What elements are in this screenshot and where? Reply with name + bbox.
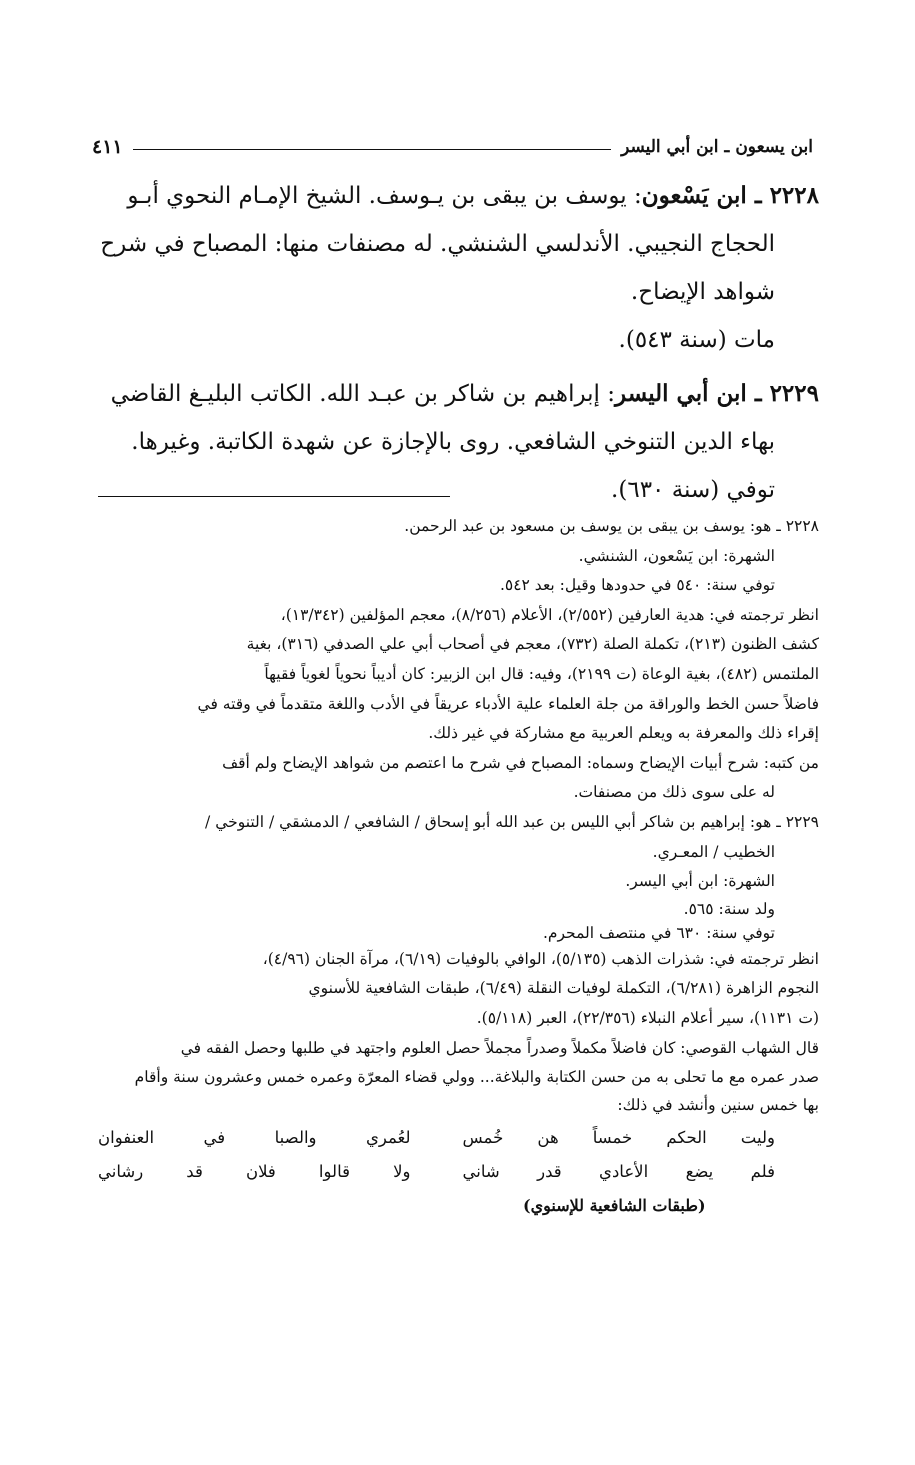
running-header (92, 132, 813, 162)
entry-text: : يوسف بن يبقى بن يـوسف. الشيخ الإمـام النحوي أبـو (127, 183, 642, 209)
hemistich: لعُمري والصبا في العنفوان (98, 1127, 411, 1147)
hemistich: ولا قالوا فلان قد رشاني (98, 1161, 411, 1181)
hemistich: فلم يضع الأعادي قدر شاني (462, 1161, 775, 1181)
main-entries (100, 172, 819, 520)
footnote-line: إقراء ذلك والمعرفة به ويعلم العربية مع مشاركة في غير ذلك. (428, 724, 819, 743)
footnotes (98, 512, 819, 1220)
footnote-line: قال الشهاب القوصي: كان فاضلاً مكملاً وصدراً مجملاً حصل العلوم واجتهد في طلبها وحصل الفقه في (180, 1038, 819, 1057)
footnote-line: صدر عمره مع ما تحلى به من حسن الكتابة والبلاغة... وولي قضاء المعرّة وعمره خمس وعشرون سنة وأقام (134, 1068, 819, 1087)
entry-heading: ٢٢٢٩ ـ ابن أبي اليسر (615, 380, 819, 407)
footnote-line: بها خمس سنين وأنشد في ذلك: (617, 1095, 819, 1114)
running-title: ابن يسعون ـ ابن أبي اليسر (621, 137, 813, 157)
footnote-line: النجوم الزاهرة (٦/٢٨١)، التكملة لوفيات النقلة (٦/٤٩)، طبقات الشافعية للأسنوي (308, 979, 819, 998)
footnote-line: من كتبه: شرح أبيات الإيضاح وسماه: المصباح في شرح ما اعتصم من شواهد الإيضاح ولم أقف (222, 753, 819, 772)
footnote-line: انظر ترجمته في: شذرات الذهب (٥/١٣٥)، الوافي بالوفيات (٦/١٩)، مرآة الجنان (٤/٩٦)، (262, 949, 819, 968)
footnote-line: توفي سنة: ٦٣٠ في منتصف المحرم. (542, 923, 775, 942)
entry-text: شواهد الإيضاح. (630, 279, 775, 305)
footnote-line: (ت ١١٣١)، سير أعلام النبلاء (٢٢/٣٥٦)، العبر (٥/١١٨). (476, 1008, 819, 1027)
entry-text: الحجاج النجيبي. الأندلسي الشنشي. له مصنفات منها: المصباح في شرح (100, 231, 775, 257)
entry-text: بهاء الدين التنوخي الشافعي. روى بالإجازة عن شهدة الكاتبة. وغيرها. (131, 429, 775, 455)
footnote-line: الشهرة: ابن يَسْعون، الشنشي. (578, 546, 775, 565)
entry-death: توفي (سنة ٦٣٠). (611, 477, 775, 503)
footnote-line: انظر ترجمته في: هدية العارفين (٢/٥٥٢)، الأعلام (٨/٢٥٦)، معجم المؤلفين (١٣/٣٤٢)، (280, 605, 819, 624)
footnote-line: ولد سنة: ٥٦٥. (683, 899, 775, 918)
entry-text: : إبراهيم بن شاكر بن عبـد الله. الكاتب البليـغ القاضي (110, 381, 615, 407)
verse-1 (98, 1121, 819, 1155)
footnote-line: ٢٢٢٨ ـ هو: يوسف بن يبقى بن يوسف بن مسعود بن عبد الرحمن. (404, 517, 819, 535)
entry-2228 (100, 172, 819, 364)
poem-source: (طبقات الشافعية للإسنوي) (523, 1195, 706, 1215)
footnote-line: له على سوى ذلك من مصنفات. (573, 783, 775, 802)
footnote-line: فاضلاً حسن الخط والوراقة من جلة العلماء علية الأدباء عريقاً في الأدب واللغة متقدماً في وقته في (197, 694, 819, 713)
entry-heading: ٢٢٢٨ ـ ابن يَسْعون (641, 182, 819, 209)
footnote-line: ٢٢٢٩ ـ هو: إبراهيم بن شاكر أبي الليس بن عبد الله أبو إسحاق / الشافعي / الدمشقي / التنوخي / (205, 812, 819, 831)
footnote-line: الملتمس (٤٨٢)، بغية الوعاة (ت ٢١٩٩)، وفيه: قال ابن الزبير: كان أديباً نحوياً لغوياً فقيهاً (264, 664, 819, 683)
poem (98, 1121, 819, 1191)
footnote-divider (98, 496, 450, 497)
footnote-line: الشهرة: ابن أبي اليسر. (625, 872, 775, 891)
verse-2 (98, 1155, 819, 1189)
hemistich: وليت الحكم خمساً هن خُمس (462, 1127, 775, 1147)
entry-2229 (100, 370, 819, 514)
header-rule (133, 149, 611, 150)
page-number: ٤١١ (92, 136, 123, 158)
footnote-line: الخطيب / المعـري. (652, 842, 775, 861)
entry-death: مات (سنة ٥٤٣). (618, 327, 775, 353)
footnote-line: توفي سنة: ٥٤٠ في حدودها وقيل: بعد ٥٤٢. (499, 576, 775, 595)
footnote-line: كشف الظنون (٢١٣)، تكملة الصلة (٧٣٢)، معجم في أصحاب أبي علي الصدفي (٣١٦)، بغية (246, 635, 819, 654)
